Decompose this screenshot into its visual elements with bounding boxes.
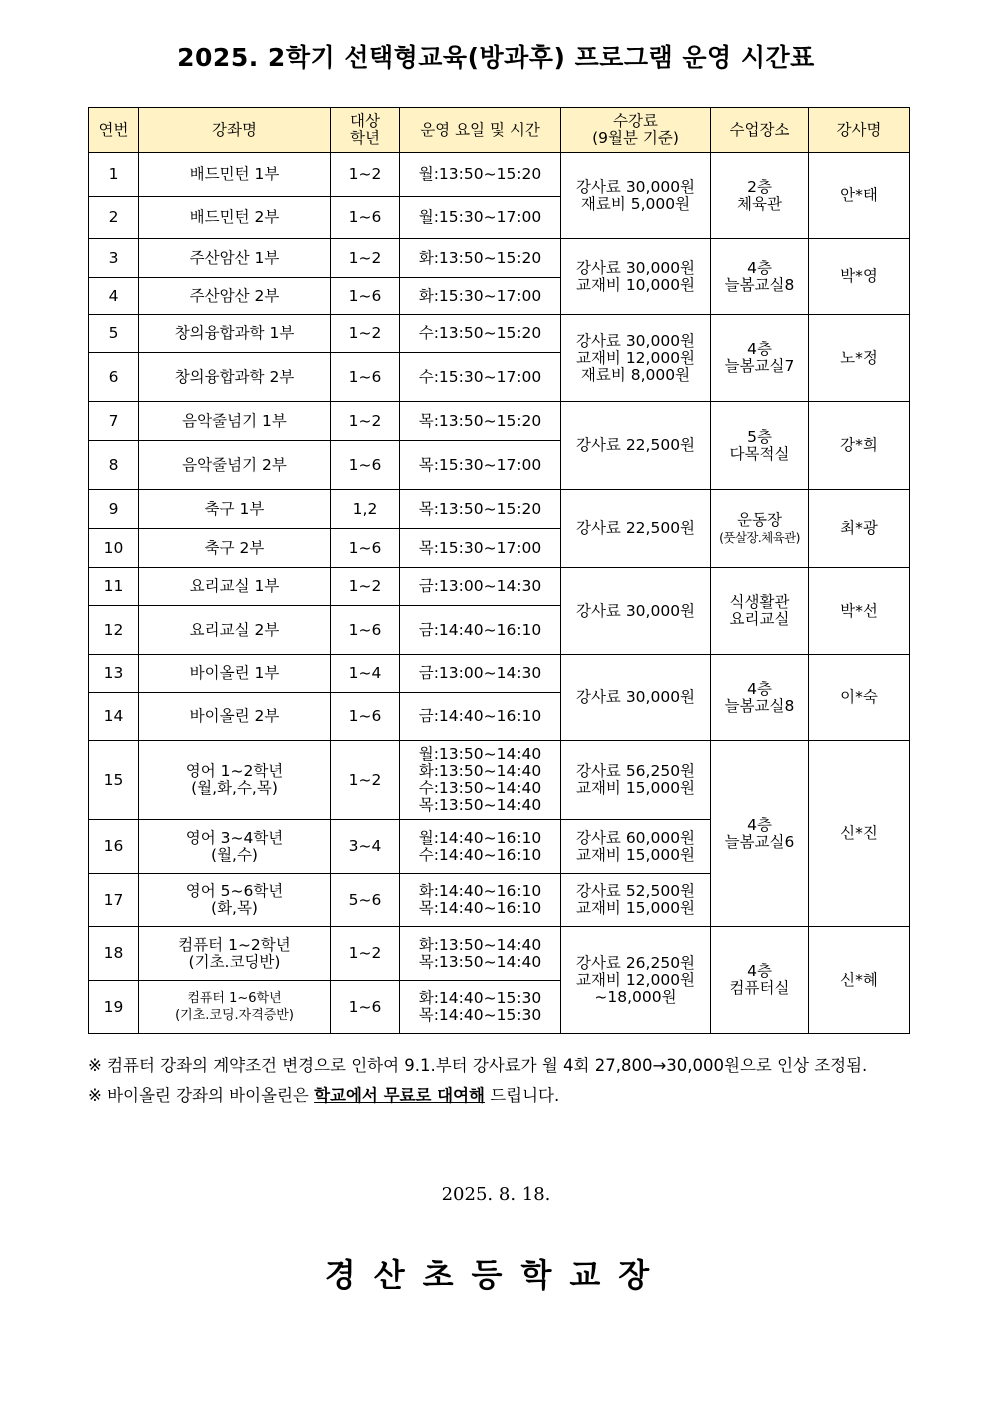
row-grade: 5~6	[331, 874, 400, 927]
place-cell: 식생활관 요리교실	[711, 568, 809, 655]
row-grade: 1~6	[331, 981, 400, 1034]
fee-cell: 강사료 30,000원	[561, 568, 711, 655]
row-course: 배드민턴 1부	[139, 153, 331, 197]
place-cell: 4층 늘봄교실8	[711, 239, 809, 315]
row-course: 음악줄넘기 2부	[139, 441, 331, 490]
place-cell: 4층 늘봄교실6	[711, 741, 809, 927]
row-time: 화:14:40~15:30 목:14:40~15:30	[400, 981, 561, 1034]
fee-cell: 강사료 56,250원 교재비 15,000원	[561, 741, 711, 820]
row-course: 컴퓨터 1~6학년 (기초.코딩.자격증반)	[139, 981, 331, 1034]
row-time: 목:15:30~17:00	[400, 441, 561, 490]
fee-cell: 강사료 30,000원 교재비 10,000원	[561, 239, 711, 315]
row-course: 요리교실 2부	[139, 606, 331, 655]
row-course: 영어 1~2학년 (월,화,수,목)	[139, 741, 331, 820]
row-no: 15	[89, 741, 139, 820]
note-computer-fee: ※ 컴퓨터 강좌의 계약조건 변경으로 인하여 9.1.부터 강사료가 월 4회 27,800→30,000원으로 인상 조정됨.	[88, 1056, 868, 1075]
row-grade: 1~6	[331, 529, 400, 568]
teacher-cell: 박*선	[809, 568, 910, 655]
row-no: 7	[89, 402, 139, 441]
place-cell: 2층 체육관	[711, 153, 809, 239]
fee-cell: 강사료 26,250원 교재비 12,000원 ~18,000원	[561, 927, 711, 1034]
row-no: 17	[89, 874, 139, 927]
table-row	[89, 315, 910, 353]
row-time: 월:13:50~14:40 화:13:50~14:40 수:13:50~14:40 목:13:50~14:40	[400, 741, 561, 820]
row-grade: 1,2	[331, 490, 400, 529]
teacher-cell: 최*광	[809, 490, 910, 568]
teacher-cell: 신*혜	[809, 927, 910, 1034]
note-violin-suffix: 드립니다.	[484, 1086, 560, 1105]
row-time: 목:13:50~15:20	[400, 490, 561, 529]
row-no: 12	[89, 606, 139, 655]
row-course: 컴퓨터 1~2학년 (기초.코딩반)	[139, 927, 331, 981]
row-grade: 1~2	[331, 315, 400, 353]
header-course: 강좌명	[139, 108, 331, 153]
row-grade: 1~2	[331, 568, 400, 606]
row-course: 축구 2부	[139, 529, 331, 568]
row-course: 축구 1부	[139, 490, 331, 529]
row-grade: 1~6	[331, 353, 400, 402]
row-no: 11	[89, 568, 139, 606]
row-no: 3	[89, 239, 139, 278]
row-time: 금:13:00~14:30	[400, 655, 561, 693]
row-grade: 1~6	[331, 441, 400, 490]
row-time: 월:13:50~15:20	[400, 153, 561, 197]
row-no: 18	[89, 927, 139, 981]
row-no: 5	[89, 315, 139, 353]
row-grade: 1~2	[331, 741, 400, 820]
table-row	[89, 568, 910, 606]
row-time: 화:14:40~16:10 목:14:40~16:10	[400, 874, 561, 927]
fee-cell: 강사료 52,500원 교재비 15,000원	[561, 874, 711, 927]
row-course: 요리교실 1부	[139, 568, 331, 606]
table-row	[89, 402, 910, 441]
row-grade: 1~2	[331, 402, 400, 441]
page-title: 2025. 2학기 선택형교육(방과후) 프로그램 운영 시간표	[177, 43, 815, 72]
teacher-cell: 강*희	[809, 402, 910, 490]
note-violin-rental	[88, 1082, 559, 1106]
fee-cell: 강사료 22,500원	[561, 490, 711, 568]
row-time: 월:14:40~16:10 수:14:40~16:10	[400, 820, 561, 874]
row-grade: 1~6	[331, 606, 400, 655]
row-grade: 1~6	[331, 197, 400, 239]
fee-cell: 강사료 30,000원	[561, 655, 711, 741]
row-course: 주산암산 2부	[139, 278, 331, 315]
row-course: 창의융합과학 1부	[139, 315, 331, 353]
row-no: 13	[89, 655, 139, 693]
header-place: 수업장소	[711, 108, 809, 153]
table-row	[89, 655, 910, 693]
note-violin-prefix: ※ 바이올린 강좌의 바이올린은	[88, 1086, 315, 1105]
table-row	[89, 490, 910, 529]
header-fee: 수강료 (9월분 기준)	[561, 108, 711, 153]
fee-cell: 강사료 22,500원	[561, 402, 711, 490]
row-no: 2	[89, 197, 139, 239]
row-time: 금:14:40~16:10	[400, 693, 561, 741]
header-time: 운영 요일 및 시간	[400, 108, 561, 153]
fee-cell: 강사료 30,000원 재료비 5,000원	[561, 153, 711, 239]
row-time: 목:15:30~17:00	[400, 529, 561, 568]
row-grade: 1~2	[331, 153, 400, 197]
row-no: 19	[89, 981, 139, 1034]
place-cell	[711, 490, 809, 568]
table-row	[89, 239, 910, 278]
row-no: 14	[89, 693, 139, 741]
teacher-cell: 박*영	[809, 239, 910, 315]
row-course: 바이올린 2부	[139, 693, 331, 741]
table-header-row	[89, 108, 910, 153]
fee-cell: 강사료 60,000원 교재비 15,000원	[561, 820, 711, 874]
row-time: 금:13:00~14:30	[400, 568, 561, 606]
place-cell: 4층 늘봄교실7	[711, 315, 809, 402]
place-line: 운동장	[737, 510, 782, 529]
row-grade: 1~2	[331, 927, 400, 981]
row-time: 수:15:30~17:00	[400, 353, 561, 402]
row-no: 1	[89, 153, 139, 197]
table-row	[89, 741, 910, 820]
row-no: 9	[89, 490, 139, 529]
row-time: 화:13:50~15:20	[400, 239, 561, 278]
row-course: 영어 5~6학년 (화,목)	[139, 874, 331, 927]
row-grade: 1~6	[331, 278, 400, 315]
place-sub-line: (풋살장.체육관)	[719, 529, 800, 545]
row-course: 창의융합과학 2부	[139, 353, 331, 402]
row-no: 6	[89, 353, 139, 402]
table-row	[89, 153, 910, 197]
principal-signature: 경산초등학교장	[324, 1256, 668, 1294]
row-course: 바이올린 1부	[139, 655, 331, 693]
place-cell: 4층 늘봄교실8	[711, 655, 809, 741]
row-grade: 3~4	[331, 820, 400, 874]
row-time: 목:13:50~15:20	[400, 402, 561, 441]
table-row	[89, 927, 910, 981]
teacher-cell: 이*숙	[809, 655, 910, 741]
note-violin-highlight: 학교에서 무료로 대여해	[314, 1086, 485, 1105]
row-time: 수:13:50~15:20	[400, 315, 561, 353]
fee-cell: 강사료 30,000원 교재비 12,000원 재료비 8,000원	[561, 315, 711, 402]
place-cell: 4층 컴퓨터실	[711, 927, 809, 1034]
row-course: 배드민턴 2부	[139, 197, 331, 239]
teacher-cell: 노*정	[809, 315, 910, 402]
teacher-cell: 안*태	[809, 153, 910, 239]
row-grade: 1~2	[331, 239, 400, 278]
row-grade: 1~6	[331, 693, 400, 741]
row-course: 음악줄넘기 1부	[139, 402, 331, 441]
row-time: 월:15:30~17:00	[400, 197, 561, 239]
document-date: 2025. 8. 18.	[441, 1184, 551, 1205]
row-time: 화:13:50~14:40 목:13:50~14:40	[400, 927, 561, 981]
row-course: 주산암산 1부	[139, 239, 331, 278]
schedule-table	[88, 107, 910, 1034]
row-no: 10	[89, 529, 139, 568]
row-no: 8	[89, 441, 139, 490]
row-course: 영어 3~4학년 (월,수)	[139, 820, 331, 874]
place-cell: 5층 다목적실	[711, 402, 809, 490]
header-teacher: 강사명	[809, 108, 910, 153]
row-time: 화:15:30~17:00	[400, 278, 561, 315]
header-no: 연번	[89, 108, 139, 153]
row-no: 16	[89, 820, 139, 874]
row-grade: 1~4	[331, 655, 400, 693]
header-grade: 대상 학년	[331, 108, 400, 153]
row-no: 4	[89, 278, 139, 315]
row-time: 금:14:40~16:10	[400, 606, 561, 655]
teacher-cell: 신*진	[809, 741, 910, 927]
